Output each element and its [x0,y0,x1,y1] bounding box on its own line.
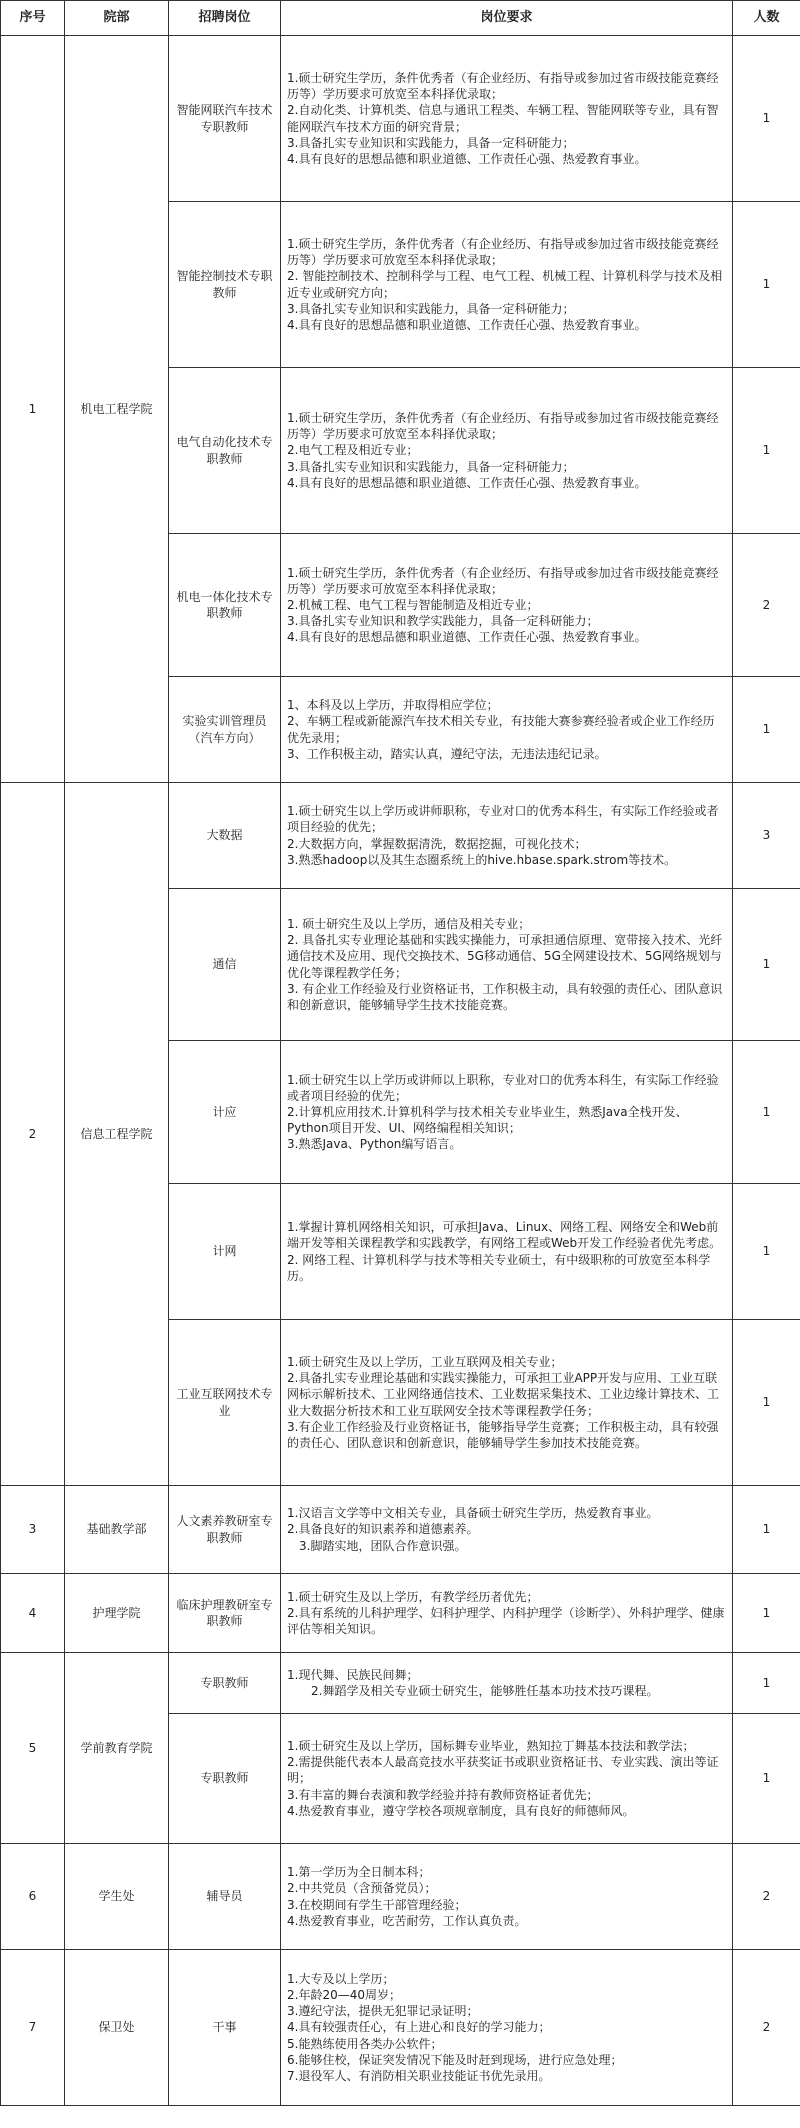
requirement-line: 1. 硕士研究生及以上学历，通信及相关专业； [287,916,531,931]
headcount-cell: 2 [733,534,800,677]
position-cell: 大数据 [169,783,281,889]
requirements-cell [281,1041,733,1184]
requirements-cell [281,1844,733,1950]
requirements-cell [281,368,733,534]
headcount-cell: 1 [733,1041,800,1184]
position-cell: 机电一体化技术专职教师 [169,534,281,677]
headcount-cell: 1 [733,1184,800,1320]
headcount-cell: 1 [733,1320,800,1486]
headcount-cell: 2 [733,1950,800,2106]
requirement-line: 6.能够住校，保证突发情况下能及时赶到现场，进行应急处理； [287,2052,623,2067]
table-body [1,36,800,2106]
department-cell: 护理学院 [65,1574,169,1653]
table-row [1,1844,800,1950]
requirement-line: 1.硕士研究生及以上学历，工业互联网及相关专业； [287,1354,563,1369]
requirement-line: 2.具有系统的儿科护理学、妇科护理学、内科护理学（诊断学）、外科护理学、健康评估等相关知识。 [287,1605,725,1637]
requirement-line: 1.硕士研究生学历，条件优秀者（有企业经历、有指导或参加过省市级技能竞赛经历等）学历要求可放宽至本科择优录取； [287,70,719,102]
requirement-line: 2.计算机应用技术.计算机科学与技术相关专业毕业生，熟悉Java全栈开发、Python项目开发、UI、网络编程相关知识； [287,1104,688,1136]
requirements-cell [281,1184,733,1320]
department-cell: 学前教育学院 [65,1653,169,1844]
position-cell: 干事 [169,1950,281,2106]
header-headcount: 人数 [733,1,800,36]
requirements-cell [281,1486,733,1574]
headcount-cell: 1 [733,1714,800,1844]
table-row [1,36,800,202]
header-serial-number: 序号 [1,1,65,36]
department-cell: 信息工程学院 [65,783,169,1486]
requirements-cell [281,677,733,783]
requirement-line: 1.汉语言文学等中文相关专业，具备硕士研究生学历，热爱教育事业。 [287,1506,659,1521]
requirement-line: 2.具备扎实专业理论基础和实践实操能力，可承担工业APP开发与应用、工业互联网标示解析技术、工业网络通信技术、工业数据采集技术、工业边缘计算技术、工业大数据分析技术和工业互联网安全技术等课程教学任务； [287,1371,720,1418]
position-cell: 专职教师 [169,1653,281,1714]
headcount-cell: 1 [733,677,800,783]
headcount-cell: 1 [733,1574,800,1653]
position-cell: 计网 [169,1184,281,1320]
requirement-line: 2、车辆工程或新能源汽车技术相关专业，有技能大赛参赛经验者或企业工作经历优先录用； [287,714,715,745]
requirement-line: 1.硕士研究生学历，条件优秀者（有企业经历、有指导或参加过省市级技能竞赛经历等）学历要求可放宽至本科择优录取； [287,236,719,268]
requirement-line: 1.硕士研究生学历，条件优秀者（有企业经历、有指导或参加过省市级技能竞赛经历等）学历要求可放宽至本科择优录取； [287,411,719,442]
requirement-line: 3.有企业工作经验及行业资格证书，能够指导学生竞赛；工作积极主动，具有较强的责任心、团队意识和创新意识，能够辅导学生参加技术技能竞赛。 [287,1419,719,1450]
department-cell: 基础教学部 [65,1486,169,1574]
requirements-cell [281,534,733,677]
requirement-line: 4.具有良好的思想品德和职业道德、工作责任心强、热爱教育事业。 [287,317,647,332]
requirements-cell [281,1950,733,2106]
requirement-line: 2.需提供能代表本人最高竞技水平获奖证书或职业资格证书、专业实践、演出等证明； [287,1755,719,1786]
requirement-line: 2.电气工程及相近专业； [287,443,419,458]
requirement-line: 4.具有良好的思想品德和职业道德、工作责任心强、热爱教育事业。 [287,475,647,490]
requirement-line: 2.自动化类、计算机类、信息与通讯工程类、车辆工程、智能网联等专业，具有智能网联汽车技术方面的研究背景； [287,103,719,134]
requirement-line: 3.具备扎实专业知识和实践能力，具备一定科研能力； [287,135,575,150]
requirement-line: 4.具有良好的思想品德和职业道德、工作责任心强、热爱教育事业。 [287,630,647,645]
requirement-line: 2.具备良好的知识素养和道德素养。 [287,1522,479,1537]
requirement-line: 2.大数据方向，掌握数据清洗，数据挖掘，可视化技术； [287,836,587,851]
table-row [1,783,800,889]
requirement-line: 3.熟悉Java、Python编写语言。 [287,1137,462,1152]
requirement-line: 4.具有较强责任心，有上进心和良好的学习能力； [287,2020,551,2035]
requirement-line: 1.硕士研究生及以上学历，有教学经历者优先； [287,1589,539,1604]
position-cell: 智能控制技术专职教师 [169,202,281,368]
requirement-line: 3.遵纪守法，提供无犯罪记录证明； [287,2004,479,2019]
position-cell: 实验实训管理员（汽车方向） [169,677,281,783]
table-row [1,1574,800,1653]
requirement-line: 3.熟悉hadoop以及其生态圈系统上的hive.hbase.spark.strom等技术。 [287,852,677,867]
serial-number-cell: 3 [1,1486,65,1574]
serial-number-cell: 4 [1,1574,65,1653]
department-cell: 机电工程学院 [65,36,169,783]
headcount-cell: 1 [733,36,800,202]
headcount-cell: 2 [733,1844,800,1950]
requirements-cell [281,1574,733,1653]
position-cell: 工业互联网技术专业 [169,1320,281,1486]
requirement-line: 4.热爱教育事业，吃苦耐劳，工作认真负责。 [287,1913,527,1928]
requirement-line: 1.硕士研究生以上学历或讲师以上职称，专业对口的优秀本科生，有实际工作经验或者项目经验的优先； [287,1072,719,1103]
requirement-line: 1.硕士研究生学历，条件优秀者（有企业经历、有指导或参加过省市级技能竞赛经历等）学历要求可放宽至本科择优录取； [287,565,719,596]
table-row [1,1950,800,2106]
serial-number-cell: 7 [1,1950,65,2106]
requirement-line: 7.退役军人、有消防相关职业技能证书优先录用。 [287,2068,551,2083]
requirement-line: 4.具有良好的思想品德和职业道德、工作责任心强、热爱教育事业。 [287,151,647,166]
position-cell: 计应 [169,1041,281,1184]
requirement-line: 1.硕士研究生及以上学历，国标舞专业毕业，熟知拉丁舞基本技法和教学法； [287,1739,695,1754]
requirement-line: 1、本科及以上学历，并取得相应学位； [287,698,499,713]
serial-number-cell: 1 [1,36,65,783]
requirements-cell [281,36,733,202]
headcount-cell: 1 [733,368,800,534]
headcount-cell: 1 [733,1653,800,1714]
header-requirements: 岗位要求 [281,1,733,36]
headcount-cell: 1 [733,1486,800,1574]
requirement-line: 3.脚踏实地，团队合作意识强。 [287,1538,467,1553]
requirement-line: 3. 有企业工作经验及行业资格证书，工作积极主动，具有较强的责任心、团队意识和创新意识，能够辅导学生技术技能竞赛。 [287,981,723,1012]
requirement-line: 3.具备扎实专业知识和实践能力，具备一定科研能力； [287,301,575,316]
requirement-line: 1.现代舞、民族民间舞； [287,1667,419,1682]
requirements-cell [281,1653,733,1714]
header-department: 院部 [65,1,169,36]
headcount-cell: 3 [733,783,800,889]
position-cell: 专职教师 [169,1714,281,1844]
requirement-line: 2.舞蹈学及相关专业硕士研究生，能够胜任基本功技术技巧课程。 [287,1684,659,1698]
department-cell: 保卫处 [65,1950,169,2106]
serial-number-cell: 2 [1,783,65,1486]
requirements-cell [281,1320,733,1486]
requirement-line: 3、工作积极主动，踏实认真，遵纪守法，无违法违纪记录。 [287,746,607,761]
requirement-line: 2. 网络工程、计算机科学与技术等相关专业硕士，有中级职称的可放宽至本科学历。 [287,1252,711,1283]
requirement-line: 1.大专及以上学历； [287,1971,395,1986]
headcount-cell: 1 [733,889,800,1041]
requirement-line: 3.有丰富的舞台表演和教学经验并持有教师资格证者优先； [287,1787,599,1802]
position-cell: 智能网联汽车技术专职教师 [169,36,281,202]
serial-number-cell: 6 [1,1844,65,1950]
requirement-line: 3.具备扎实专业知识和实践能力，具备一定科研能力； [287,459,575,474]
requirement-line: 1.掌握计算机网络相关知识，可承担Java、Linux、网络工程、网络安全和Web前端开发等相关课程教学和实践教学，有网络工程或Web开发工作经验者优先考虑。 [287,1220,722,1251]
requirement-line: 5.能熟练使用各类办公软件； [287,2036,443,2051]
requirement-line: 2.中共党员（含预备党员）； [287,1881,437,1896]
requirement-line: 2. 智能控制技术、控制科学与工程、电气工程、机械工程、计算机科学与技术及相近专业或研究方向； [287,269,723,300]
requirement-line: 2.机械工程、电气工程与智能制造及相近专业； [287,597,539,612]
requirements-cell [281,783,733,889]
table-row [1,1486,800,1574]
position-cell: 电气自动化技术专职教师 [169,368,281,534]
requirement-line: 1.第一学历为全日制本科； [287,1865,431,1880]
serial-number-cell: 5 [1,1653,65,1844]
requirements-cell [281,1714,733,1844]
requirement-line: 1.硕士研究生以上学历或讲师职称，专业对口的优秀本科生，有实际工作经验或者项目经验的优先； [287,804,719,835]
position-cell: 通信 [169,889,281,1041]
table-row [1,1653,800,1714]
position-cell: 临床护理教研室专职教师 [169,1574,281,1653]
requirement-line: 3.在校期间有学生干部管理经验； [287,1897,467,1912]
position-cell: 辅导员 [169,1844,281,1950]
requirements-cell [281,202,733,368]
header-position: 招聘岗位 [169,1,281,36]
requirement-line: 3.具备扎实专业知识和教学实践能力，具备一定科研能力； [287,614,599,629]
requirements-cell [281,889,733,1041]
requirement-line: 2.年龄20—40周岁； [287,1988,401,2003]
headcount-cell: 1 [733,202,800,368]
requirement-line: 2. 具备扎实专业理论基础和实践实操能力，可承担通信原理、宽带接入技术、光纤通信技术及应用、现代交换技术、5G移动通信、5G全网建设技术、5G网络规划与优化等课程教学任务； [287,933,723,980]
department-cell: 学生处 [65,1844,169,1950]
requirement-line: 4.热爱教育事业，遵守学校各项规章制度，具有良好的师德师风。 [287,1803,635,1818]
position-cell: 人文素养教研室专职教师 [169,1486,281,1574]
table-header-row [1,1,800,36]
